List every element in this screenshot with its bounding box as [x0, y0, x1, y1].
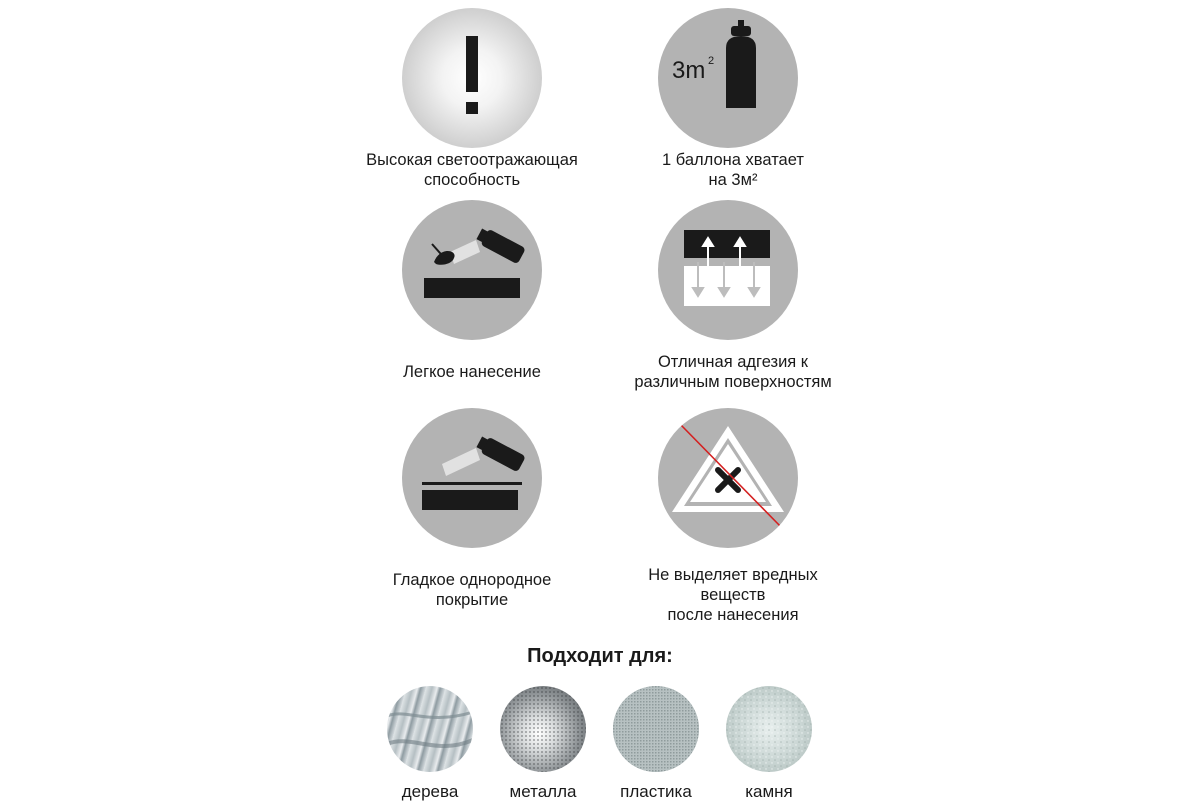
plastic-texture-icon — [613, 686, 699, 772]
stone-texture-icon — [726, 686, 812, 772]
adhesion-badge — [658, 200, 798, 340]
adhesion-icon — [658, 200, 798, 340]
material-metal — [500, 686, 586, 772]
material-label-plastic: пластика — [620, 782, 692, 801]
material-wood — [387, 686, 473, 772]
feature-caption-adhesion: Отличная адгезия к различным поверхностям — [634, 353, 832, 391]
smooth-coating-badge — [402, 408, 542, 548]
feature-caption-easy-application: Легкое нанесение — [403, 363, 541, 381]
feature-caption-no-harmful: Не выделяет вредных веществ после нанесения — [648, 566, 818, 624]
coverage-badge-sup: 2 — [708, 55, 715, 67]
material-plastic — [613, 686, 699, 772]
feature-caption-coverage: 1 баллона хватает на 3м² — [662, 151, 804, 189]
reflectivity-badge — [402, 8, 542, 148]
easy-application-icon — [402, 200, 542, 340]
wood-texture-icon — [387, 686, 473, 772]
feature-caption-reflectivity: Высокая светоотражающая способность — [366, 151, 578, 189]
no-harmful-badge — [658, 408, 798, 548]
material-stone — [726, 686, 812, 772]
spray-can-coverage-icon — [658, 8, 798, 148]
material-label-stone: камня — [745, 782, 793, 801]
exclamation-icon — [402, 8, 542, 148]
smooth-coating-icon — [402, 408, 542, 548]
coverage-badge-text: 3m — [672, 57, 706, 84]
metal-texture-icon — [500, 686, 586, 772]
coverage-badge — [658, 8, 798, 148]
material-label-metal: металла — [509, 782, 577, 801]
feature-caption-smooth-coating: Гладкое однородное покрытие — [392, 571, 552, 609]
suitable-for-title: Подходит для: — [527, 645, 673, 667]
easy-application-badge — [402, 200, 542, 340]
no-harmful-substances-icon — [658, 408, 798, 548]
material-label-wood: дерева — [401, 782, 459, 801]
